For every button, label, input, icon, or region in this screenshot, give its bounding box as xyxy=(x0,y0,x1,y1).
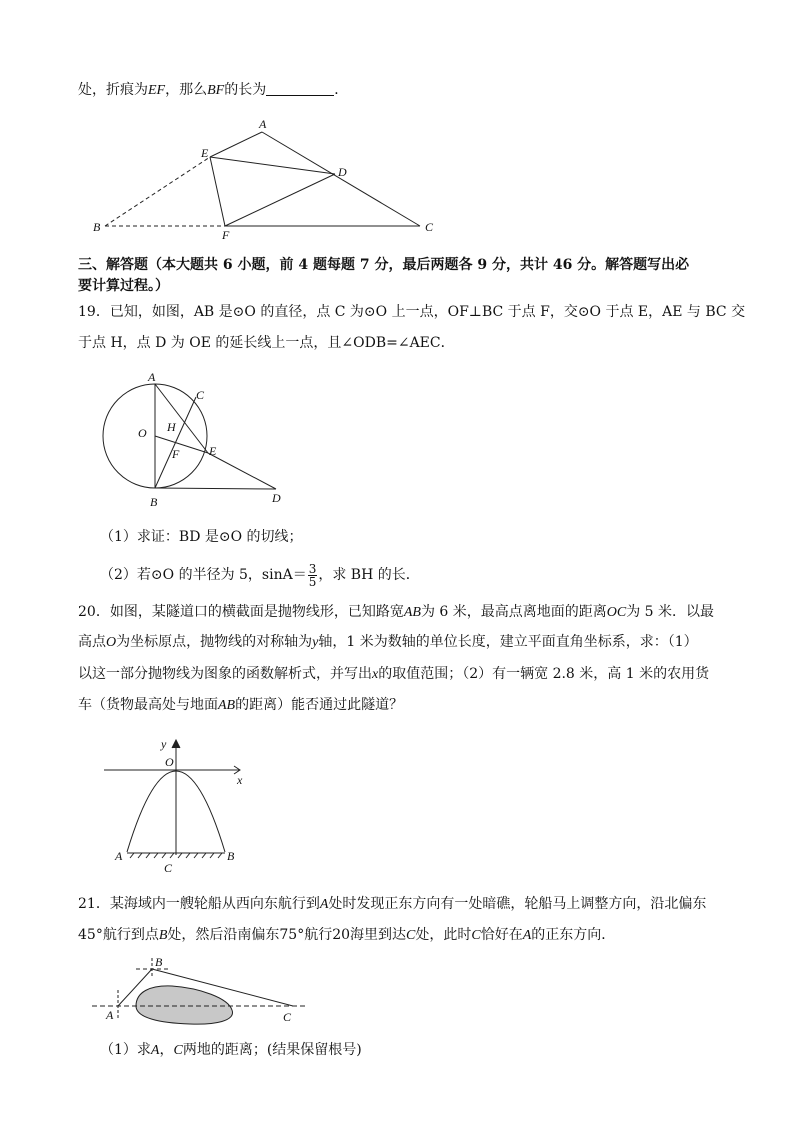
q19-line2: 于点 H，点 D 为 OE 的延长线上一点，且∠ODB=∠AEC． xyxy=(78,335,455,351)
q19-part2: （2）若⊙O 的半径为 5，sinA＝ $\frac{3}{5}$ ，求 BH 的长． xyxy=(100,561,420,589)
q21-part1: （1）求A，C两地的距离；(结果保留根号) xyxy=(100,1042,362,1058)
fig18-label-E: E xyxy=(201,146,209,160)
fig19-label-C: C xyxy=(196,388,205,402)
fig21-label-B: B xyxy=(155,955,163,969)
fig21-label-A: A xyxy=(106,1008,114,1022)
fig19-label-F: F xyxy=(172,447,180,461)
fig19-label-E: E xyxy=(209,444,217,458)
fig18-label-B: B xyxy=(93,220,101,234)
q18-tail-line: 处，折痕为EF，那么BF的长为 ． xyxy=(78,82,349,98)
section-heading-line2: 要计算过程。） xyxy=(78,278,169,294)
q20-line2: 高点O为坐标原点，抛物线的对称轴为y轴，1 米为数轴的单位长度，建立平面直角坐标系，求：（1） xyxy=(78,634,698,650)
fig20-label-C: C xyxy=(164,861,173,875)
fig19-label-A: A xyxy=(148,370,156,384)
fig19-label-B: B xyxy=(150,495,158,509)
q20-line3: 以这一部分抛物线为图象的函数解析式，并写出x的取值范围；（2）有一辆宽 2.8 米，高 1 米的农用货 xyxy=(78,666,710,682)
fig20-label-O: O xyxy=(165,755,174,769)
fig18-label-A: A xyxy=(259,117,267,131)
q21-line2: 45°航行到点B处，然后沿南偏东75°航行20海里到达C处，此时C恰好在A的正东方向． xyxy=(78,927,616,943)
fig19-label-H: H xyxy=(167,420,176,434)
fig20-label-B: B xyxy=(227,849,235,863)
q19-part1: （1）求证：BD 是⊙O 的切线； xyxy=(100,529,303,545)
section-heading-line1: 三、解答题（本大题共 6 小题，前 4 题每题 7 分，最后两题各 9 分，共计 46 分。解答题写出必 xyxy=(78,257,690,273)
sin-fraction: $\frac{3}{5}$ xyxy=(308,561,317,589)
fig18-label-C: C xyxy=(425,220,434,234)
fig18-label-D: D xyxy=(338,165,347,179)
q20-line4: 车（货物最高处与地面AB的距离）能否通过此隧道？ xyxy=(78,697,404,713)
fig20-label-x: x xyxy=(237,773,243,787)
fig20-label-y: y xyxy=(161,737,167,751)
q20-line1: 20．如图，某隧道口的横截面是抛物线形，已知路宽AB为 6 米，最高点离地面的距离OC为 5 米．以最 xyxy=(78,604,715,620)
fig21-label-C: C xyxy=(283,1010,292,1024)
fig19-label-O: O xyxy=(138,426,147,440)
q21-line1: 21．某海域内一艘轮船从西向东航行到A处时发现正东方向有一处暗礁，轮船马上调整方向，沿北偏东 xyxy=(78,896,707,912)
fig19-label-D: D xyxy=(272,491,281,505)
reef-shape xyxy=(136,986,232,1024)
q19-line1: 19．已知，如图，AB 是⊙O 的直径，点 C 为⊙O 上一点，OF⊥BC 于点 F，交⊙O 于点 E，AE 与 BC 交 xyxy=(78,304,746,320)
fig18-label-F: F xyxy=(222,228,230,242)
answer-blank[interactable] xyxy=(266,81,334,96)
fig20-label-A: A xyxy=(115,849,123,863)
